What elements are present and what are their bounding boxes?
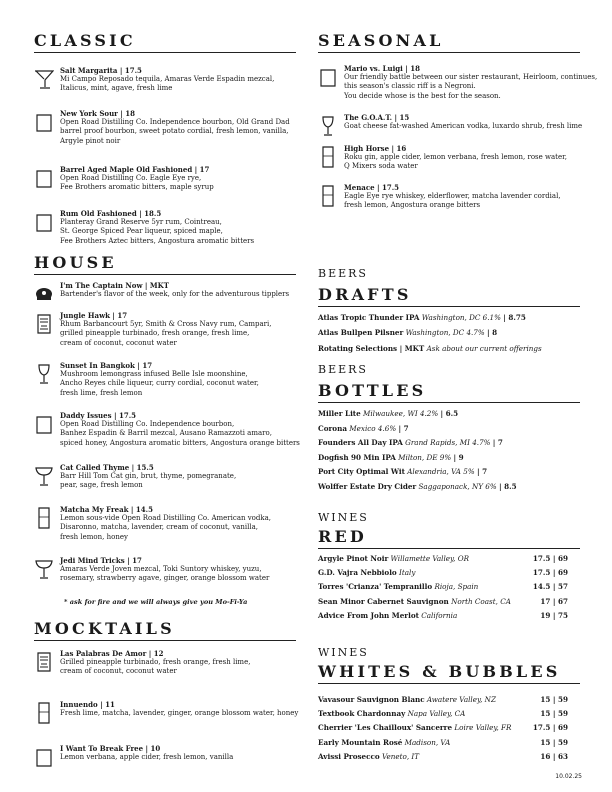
seasonal-section — [318, 32, 580, 53]
item-name: New York Sour | 18 — [60, 109, 136, 118]
item-desc: Open Road Distilling Co. Eagle Eye rye, — [60, 174, 202, 183]
wine-origin: California — [421, 611, 458, 620]
menu-date: 10.02.25 — [555, 773, 582, 780]
house-note: * ask for fire and we will always give you Mo-Fi-Ya — [64, 598, 248, 606]
tiki-mug-icon — [34, 651, 54, 673]
wine-origin: Italy — [399, 568, 416, 577]
item-name: Menace | 17.5 — [344, 183, 400, 192]
wine-name: Argyle Pinot Noir — [318, 554, 389, 563]
whites-section — [318, 647, 580, 684]
beer-row — [318, 424, 580, 433]
wine-name: Avissi Prosecco — [318, 752, 380, 761]
item-name: Sunset In Bangkok | 17 — [60, 361, 153, 370]
item-desc: cream of coconut, coconut water — [60, 338, 177, 347]
item-name: Cat Called Thyme | 15.5 — [60, 463, 154, 472]
highball-glass-icon — [34, 702, 54, 724]
mocktails-title: MOCKTAILS — [34, 619, 175, 638]
wine-row — [318, 723, 580, 733]
house-section — [34, 254, 296, 275]
item-desc: Mushroom lemongrass infused Belle Isle moonshine, — [60, 370, 248, 379]
drafts-section — [318, 268, 580, 307]
wine-price: 15 | 59 — [540, 695, 568, 704]
wine-glass-icon — [318, 115, 338, 137]
wine-row — [318, 695, 580, 705]
wine-row — [318, 611, 580, 621]
beer-name: Dogfish 90 Min IPA — [318, 453, 396, 462]
wine-origin: Rioja, Spain — [434, 582, 479, 591]
tiki-mug-icon — [34, 313, 54, 335]
red-section — [318, 512, 580, 549]
wine-row — [318, 568, 580, 578]
wine-origin: Loire Valley, FR — [454, 723, 512, 732]
wine-origin: Willamette Valley, OR — [390, 554, 470, 563]
bottles-title: BOTTLES — [318, 381, 427, 400]
beer-row — [318, 482, 580, 491]
item-desc: St. George Spiced Pear liqueur, spiced maple, — [60, 227, 223, 236]
wine-name: Sean Minor Cabernet Sauvignon — [318, 597, 449, 606]
beer-row — [318, 409, 580, 418]
item-desc: Bartender's flavor of the week, only for the adventurous tipplers — [60, 290, 290, 299]
item-desc: Barr Hill Tom Cat gin, brut, thyme, pomegranate, — [60, 472, 237, 481]
item-desc: barrel proof bourbon, sweet potato cordial, fresh lemon, vanilla, — [60, 127, 289, 136]
item-desc: Goat cheese fat-washed American vodka, luxardo shrub, fresh lime — [344, 122, 583, 131]
rocks-glass-icon — [34, 746, 54, 768]
wine-name: Advice From John Merlot — [318, 611, 419, 620]
item-name: Jedi Mind Tricks | 17 — [60, 556, 142, 565]
coupe-glass-icon — [34, 465, 54, 487]
wine-price: 17 | 67 — [540, 597, 568, 606]
margarita-glass-icon — [34, 68, 54, 90]
bottles-label: BEERS — [318, 363, 368, 376]
item-desc: Grilled pineapple turbinado, fresh orange, fresh lime, — [60, 658, 251, 667]
beer-name: Atlas Tropic Thunder IPA — [318, 313, 420, 322]
section-divider — [318, 306, 580, 307]
item-desc: Fee Brothers Aztec bitters, Angostura aromatic bitters — [60, 236, 255, 245]
wine-name: Torres 'Crianza' Tempranillo — [318, 582, 433, 591]
item-desc: Lemon verbana, apple cider, fresh lemon, vanilla — [60, 753, 234, 762]
wine-row — [318, 709, 580, 719]
classic-title: CLASSIC — [34, 31, 136, 50]
section-divider — [318, 402, 580, 403]
item-desc: Lemon sous-vide Open Road Distilling Co. American vodka, — [60, 514, 272, 523]
wine-price: 17.5 | 69 — [532, 723, 568, 732]
item-name: Las Palabras De Amor | 12 — [60, 649, 164, 658]
beer-row — [318, 344, 580, 353]
wine-origin: Napa Valley, CA — [407, 709, 466, 718]
beer-origin: Mexico 4.6% — [349, 424, 397, 433]
item-name: Rum Old Fashioned | 18.5 — [60, 209, 162, 218]
beer-row — [318, 313, 580, 322]
item-desc: grilled pineapple turbinado, fresh orange, fresh lime, — [60, 329, 250, 338]
beer-price: | 7 — [476, 467, 488, 476]
beer-name: Miller Lite — [318, 409, 361, 418]
wine-price: 17.5 | 69 — [532, 554, 568, 563]
section-divider — [318, 548, 580, 549]
beer-price: | 8 — [487, 328, 498, 337]
item-name: Daddy Issues | 17.5 — [60, 411, 137, 420]
highball-glass-icon — [34, 507, 54, 529]
beer-origin: Alexandria, VA 5% — [407, 467, 475, 476]
beer-origin: Saggaponack, NY 6% — [418, 482, 497, 491]
item-desc: Rhum Barbancourt 5yr, Smith & Cross Navy rum, Campari, — [60, 320, 272, 329]
wine-price: 15 | 59 — [540, 709, 568, 718]
beer-row — [318, 438, 580, 447]
item-name: The G.O.A.T. | 15 — [344, 113, 410, 122]
item-desc: spiced honey, Angostura aromatic bitters, Angostura orange bitters — [60, 438, 300, 447]
item-name: Barrel Aged Maple Old Fashioned | 17 — [60, 165, 210, 174]
item-desc: Our friendly battle between our sister restaurant, Heirloom, continues, — [344, 73, 598, 82]
item-desc: Italicus, mint, agave, fresh lime — [60, 84, 173, 93]
beer-name: Port City Optimal Wit — [318, 467, 405, 476]
section-divider — [34, 640, 296, 641]
section-divider — [318, 683, 580, 684]
item-name: I'm The Captain Now | MKT — [60, 281, 169, 290]
red-label: WINES — [318, 511, 369, 524]
item-desc: cream of coconut, coconut water — [60, 667, 177, 676]
wine-price: 16 | 63 — [540, 752, 568, 761]
bottles-section — [318, 364, 580, 403]
item-name: Mario vs. Luigi | 18 — [344, 64, 421, 73]
item-desc: You decide whose is the best for the season. — [344, 91, 501, 100]
beer-origin: Milwaukee, WI 4.2% — [362, 409, 439, 418]
beer-name: Founders All Day IPA — [318, 438, 403, 447]
drafts-title: DRAFTS — [318, 285, 412, 304]
wine-name: Early Mountain Rosé — [318, 738, 403, 747]
wine-glass-icon — [34, 363, 54, 385]
rocks-glass-icon — [34, 211, 54, 233]
item-desc: Fee Brothers aromatic bitters, maple syrup — [60, 183, 214, 192]
house-title: HOUSE — [34, 253, 117, 272]
item-desc: Q Mixers soda water — [344, 162, 418, 171]
section-divider — [34, 52, 296, 53]
item-name: Matcha My Freak | 14.5 — [60, 505, 153, 514]
wine-name: Textbook Chardonnay — [318, 709, 406, 718]
wine-row — [318, 582, 580, 592]
wine-origin: Madison, VA — [404, 738, 451, 747]
item-name: Salt Margarita | 17.5 — [60, 66, 142, 75]
beer-origin: Washington, DC 4.7% — [405, 328, 485, 337]
wine-row — [318, 752, 580, 762]
wine-name: G.D. Vajra Nebbiolo — [318, 568, 397, 577]
beer-origin: Ask about our current offerings — [426, 344, 542, 353]
item-desc: fresh lemon, Angostura orange bitters — [344, 201, 481, 210]
beer-price: | 8.75 — [503, 313, 526, 322]
beer-price: | 6.5 — [440, 409, 459, 418]
wine-row — [318, 738, 580, 748]
wine-name: Vavasour Sauvignon Blanc — [318, 695, 425, 704]
item-desc: Open Road Distilling Co. Independence bourbon, Old Grand Dad — [60, 118, 290, 127]
item-desc: Eagle Eye rye whiskey, elderflower, matcha lavender cordial, — [344, 192, 561, 201]
item-name: High Horse | 16 — [344, 144, 407, 153]
highball-glass-icon — [318, 146, 338, 168]
item-desc: Planteray Grand Reserve 5yr rum, Cointreau, — [60, 218, 222, 227]
wine-name: Cherrier 'Les Chailloux' Sancerre — [318, 723, 453, 732]
section-divider — [318, 52, 580, 53]
beer-row — [318, 453, 580, 462]
wine-row — [318, 597, 580, 607]
rocks-glass-icon — [34, 111, 54, 133]
wine-row — [318, 554, 580, 564]
item-desc: Argyle pinot noir — [60, 136, 121, 145]
item-desc: rosemary, strawberry agave, ginger, orange blossom water — [60, 574, 270, 583]
item-desc: pear, sage, fresh lemon — [60, 481, 143, 490]
whites-title: WHITES & BUBBLES — [318, 662, 561, 681]
wine-origin: North Coast, CA — [451, 597, 511, 606]
item-desc: Mi Campo Reposado tequila, Amaras Verde Espadin mezcal, — [60, 75, 275, 84]
beer-price: | 7 — [398, 424, 409, 433]
coupe-glass-icon — [34, 558, 54, 580]
item-desc: Ancho Reyes chile liqueur, curry cordial, coconut water, — [60, 379, 259, 388]
rocks-glass-icon — [34, 413, 54, 435]
item-desc: this season's classic riff is a Negroni. — [344, 82, 476, 91]
highball-glass-icon — [318, 185, 338, 207]
item-name: I Want To Break Free | 10 — [60, 744, 161, 753]
beer-name: Atlas Bullpen Pilsner — [318, 328, 404, 337]
section-divider — [34, 274, 296, 275]
wine-origin: Awatere Valley, NZ — [426, 695, 496, 704]
item-desc: Amaras Verde Joven mezcal, Toki Suntory whiskey, yuzu, — [60, 565, 262, 574]
beer-origin: Washington, DC 6.1% — [421, 313, 501, 322]
rocks-glass-icon — [318, 66, 338, 88]
seasonal-title: SEASONAL — [318, 31, 444, 50]
beer-price: | 8.5 — [499, 482, 517, 491]
beer-origin: Milton, DE 9% — [398, 453, 452, 462]
beer-name: Wolffer Estate Dry Cider — [318, 482, 417, 491]
classic-section — [34, 32, 296, 53]
wine-price: 15 | 59 — [540, 738, 568, 747]
wine-origin: Veneto, IT — [381, 752, 420, 761]
item-desc: Disaronno, matcha, lavender, cream of coconut, vanilla, — [60, 523, 258, 532]
item-name: Jungle Hawk | 17 — [60, 311, 128, 320]
item-desc: Banhez Espadin & Barril mezcal, Ausano Ramazzoti amaro, — [60, 429, 272, 438]
item-desc: fresh lime, fresh lemon — [60, 388, 143, 397]
rocks-glass-icon — [34, 167, 54, 189]
wine-price: 17.5 | 69 — [532, 568, 568, 577]
item-desc: Open Road Distilling Co. Independence bourbon, — [60, 420, 235, 429]
beer-name: Rotating Selections | MKT — [318, 344, 425, 353]
beer-row — [318, 467, 580, 476]
captain-hat-icon — [34, 283, 54, 305]
beer-row — [318, 328, 580, 337]
item-desc: Roku gin, apple cider, lemon verbana, fresh lemon, rose water, — [344, 153, 567, 162]
beer-name: Corona — [318, 424, 347, 433]
beer-price: | 9 — [453, 453, 464, 462]
red-title: RED — [318, 527, 367, 546]
wine-price: 19 | 75 — [540, 611, 568, 620]
beer-origin: Grand Rapids, MI 4.7% — [405, 438, 491, 447]
item-desc: Fresh lime, matcha, lavender, ginger, orange blossom water, honey — [60, 709, 299, 718]
item-name: Innuendo | 11 — [60, 700, 115, 709]
drafts-label: BEERS — [318, 267, 368, 280]
beer-price: | 7 — [492, 438, 503, 447]
item-desc: fresh lemon, honey — [60, 532, 128, 541]
wine-price: 14.5 | 57 — [532, 582, 568, 591]
mocktails-section — [34, 620, 296, 641]
whites-label: WINES — [318, 646, 369, 659]
